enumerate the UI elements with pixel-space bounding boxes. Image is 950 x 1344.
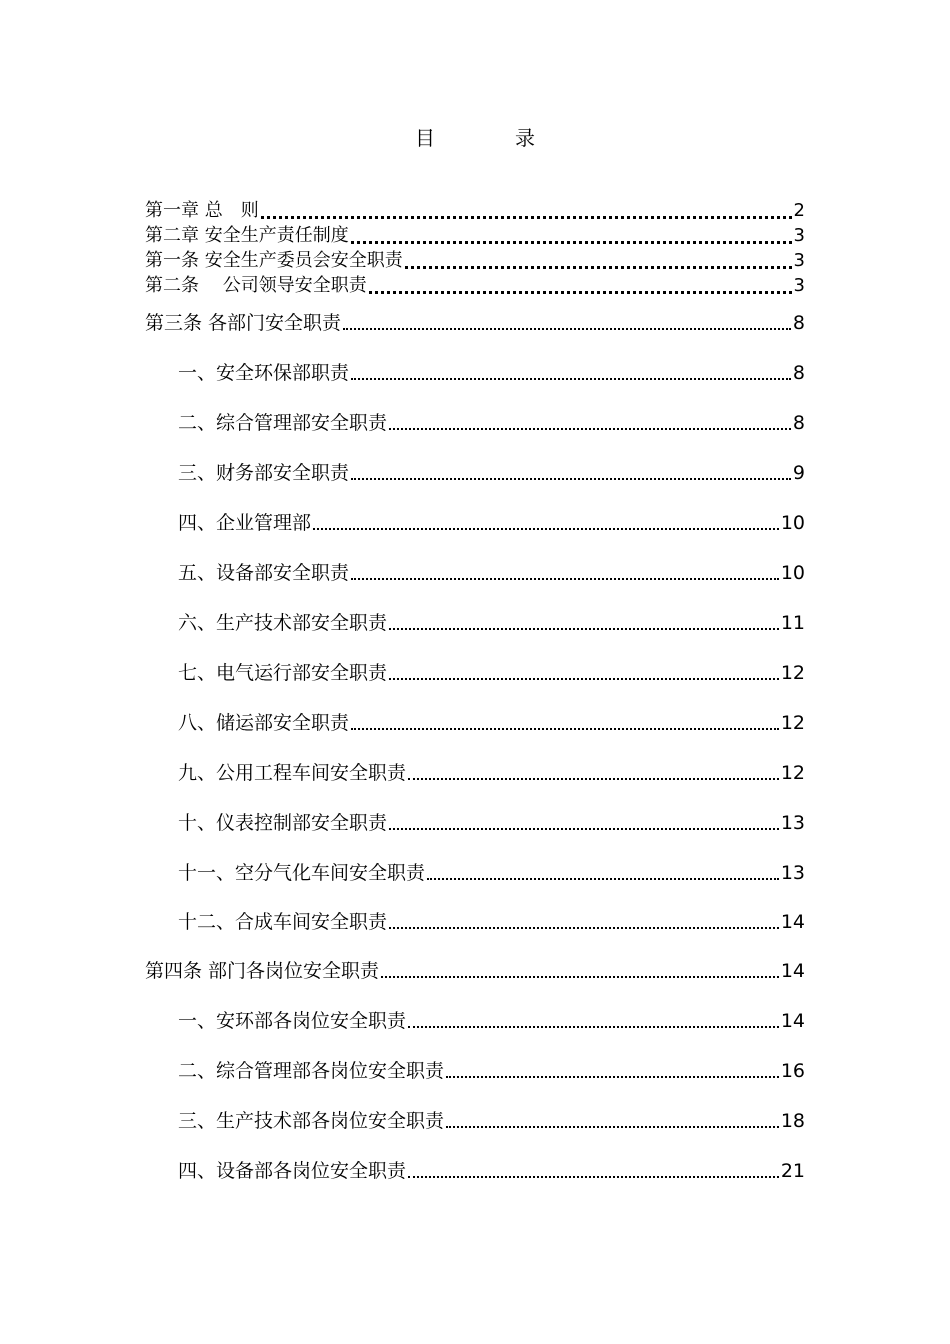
toc-entry-label: 第四条 部门各岗位安全职责: [145, 960, 380, 982]
toc-entry-page: 14: [780, 960, 805, 982]
toc-entry[interactable]: [178, 909, 805, 935]
toc-entry-page: 14: [780, 911, 805, 933]
toc-entry-label: 第一章 总 则: [145, 200, 259, 221]
dot-leader: [446, 1126, 779, 1128]
dot-leader: [351, 378, 791, 380]
toc-entry-label: 二、综合管理部各岗位安全职责: [178, 1060, 445, 1082]
dot-leader: [343, 328, 791, 330]
dot-leader: [446, 1076, 779, 1078]
toc-entry-label: 第一条 安全生产委员会安全职责: [145, 250, 403, 271]
toc-entry-label: 二、综合管理部安全职责: [178, 412, 388, 434]
dot-leader: [408, 778, 779, 780]
dot-leader: [261, 216, 792, 219]
toc-entry-label: 十一、空分气化车间安全职责: [178, 862, 426, 884]
dot-leader: [389, 428, 791, 430]
toc-entry-page: 13: [780, 862, 805, 884]
toc-entry[interactable]: [145, 249, 805, 273]
dot-leader: [313, 528, 779, 530]
toc-entry-page: 8: [792, 312, 805, 334]
toc-entry[interactable]: [178, 510, 805, 536]
toc-entry[interactable]: [178, 710, 805, 736]
toc-entry-label: 九、公用工程车间安全职责: [178, 762, 407, 784]
dot-leader: [405, 266, 792, 269]
toc-entry-label: 第三条 各部门安全职责: [145, 312, 342, 334]
dot-leader: [351, 728, 779, 730]
toc-entry-label: 第二条 公司领导安全职责: [145, 275, 367, 296]
toc-entry[interactable]: [178, 860, 805, 886]
toc-entry-page: 3: [793, 250, 805, 271]
toc-entry-page: 12: [780, 662, 805, 684]
toc-entry-page: 14: [780, 1010, 805, 1032]
toc-entry-page: 13: [780, 812, 805, 834]
toc-entry[interactable]: [178, 660, 805, 686]
dot-leader: [389, 828, 779, 830]
toc-title: 目 录: [415, 126, 565, 150]
dot-leader: [351, 478, 791, 480]
toc-entry-page: 3: [793, 225, 805, 246]
toc-entry[interactable]: [145, 274, 805, 298]
toc-entry[interactable]: [178, 810, 805, 836]
toc-entry[interactable]: [145, 958, 805, 984]
toc-entry-page: 8: [792, 362, 805, 384]
toc-entry-page: 10: [780, 512, 805, 534]
toc-entry-page: 11: [780, 612, 805, 634]
toc-entry-label: 五、设备部安全职责: [178, 562, 350, 584]
toc-entry-label: 七、电气运行部安全职责: [178, 662, 388, 684]
toc-entry[interactable]: [178, 610, 805, 636]
toc-entry-page: 12: [780, 762, 805, 784]
toc-entry-page: 21: [780, 1160, 805, 1182]
toc-entry-page: 8: [792, 412, 805, 434]
dot-leader: [389, 678, 779, 680]
toc-entry-page: 3: [793, 275, 805, 296]
dot-leader: [381, 976, 779, 978]
toc-entry[interactable]: [178, 360, 805, 386]
toc-entry[interactable]: [145, 199, 805, 223]
toc-entry-label: 十、仪表控制部安全职责: [178, 812, 388, 834]
toc-entry-label: 一、安环部各岗位安全职责: [178, 1010, 407, 1032]
toc-entry-label: 一、安全环保部职责: [178, 362, 350, 384]
toc-entry-label: 四、企业管理部: [178, 512, 312, 534]
dot-leader: [427, 878, 779, 880]
dot-leader: [351, 578, 779, 580]
toc-entry[interactable]: [178, 410, 805, 436]
toc-entry-page: 10: [780, 562, 805, 584]
toc-entry-label: 八、储运部安全职责: [178, 712, 350, 734]
toc-entry[interactable]: [178, 460, 805, 486]
toc-entry-label: 第二章 安全生产责任制度: [145, 225, 349, 246]
toc-entry-page: 9: [792, 462, 805, 484]
toc-entry[interactable]: [145, 310, 805, 336]
toc-entry-label: 三、生产技术部各岗位安全职责: [178, 1110, 445, 1132]
toc-entry[interactable]: [178, 760, 805, 786]
toc-entry-label: 三、财务部安全职责: [178, 462, 350, 484]
toc-entry-label: 十二、合成车间安全职责: [178, 911, 388, 933]
dot-leader: [408, 1176, 779, 1178]
toc-entry[interactable]: [178, 1058, 805, 1084]
dot-leader: [369, 291, 792, 294]
dot-leader: [389, 927, 779, 929]
toc-entry-page: 2: [793, 200, 805, 221]
dot-leader: [389, 628, 779, 630]
toc-entry[interactable]: [145, 224, 805, 248]
toc-entry-page: 16: [780, 1060, 805, 1082]
toc-entry[interactable]: [178, 560, 805, 586]
toc-entry-label: 四、设备部各岗位安全职责: [178, 1160, 407, 1182]
toc-entry-label: 六、生产技术部安全职责: [178, 612, 388, 634]
toc-entry[interactable]: [178, 1008, 805, 1034]
toc-entry-page: 18: [780, 1110, 805, 1132]
toc-entry[interactable]: [178, 1108, 805, 1134]
dot-leader: [351, 241, 792, 244]
toc-entry[interactable]: [178, 1158, 805, 1184]
dot-leader: [408, 1026, 779, 1028]
toc-entry-page: 12: [780, 712, 805, 734]
